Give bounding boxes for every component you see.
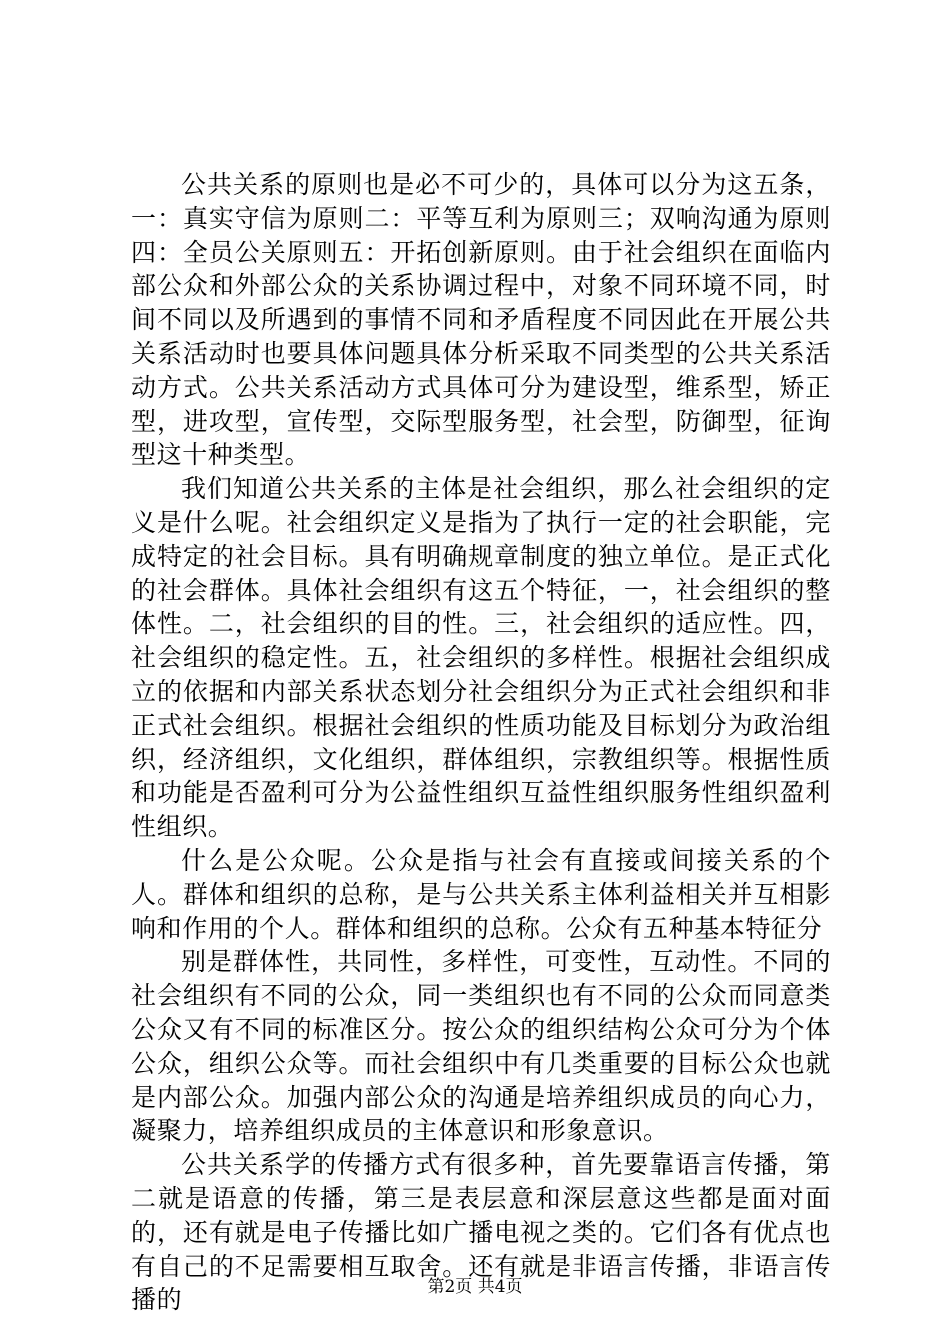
paragraph-2: 我们知道公共关系的主体是社会组织，那么社会组织的定义是什么呢。社会组织定义是指为了执行一定的社会职能，完成特定的社会目标。具有明确规章制度的独立单位。是正式化的社会群体。具体社会组织有这五个特征，一，社会组织的整体性。二，社会组织的目的性。三，社会组织的适应性。四，社会组织的稳定性。五，社会组织的多样性。根据社会组织成立的依据和内部关系状态划分社会组织分为正式社会组织和非正式社会组织。根据社会组织的性质功能及目标划分为政治组织，经济组织，文化组织，群体组织，宗教组织等。根据性质和功能是否盈利可分为公益性组织互益性组织服务性组织盈利性组织。 <box>131 474 831 842</box>
paragraph-1: 公共关系的原则也是必不可少的，具体可以分为这五条，一：真实守信为原则二：平等互利为原则三；双响沟通为原则四：全员公关原则五：开拓创新原则。由于社会组织在面临内部公众和外部公众的关系协调过程中，对象不同环境不同，时间不同以及所遇到的事情不同和矛盾程度不同因此在开展公共关系活动时也要具体问题具体分析采取不同类型的公共关系活动方式。公共关系活动方式具体可分为建设型，维系型，矫正型，进攻型，宣传型，交际型服务型，社会型，防御型，征询型这十种类型。 <box>131 170 831 470</box>
document-body <box>131 168 831 1317</box>
paragraph-5: 公共关系学的传播方式有很多种，首先要靠语言传播，第二就是语意的传播，第三是表层意和深层意这些都是面对面的，还有就是电子传播比如广播电视之类的。它们各有优点也有自己的不足需要相互取舍。还有就是非语言传播，非语言传播的 <box>131 1150 831 1315</box>
paragraph-3: 什么是公众呢。公众是指与社会有直接或间接关系的个人。群体和组织的总称，是与公共关系主体利益相关并互相影响和作用的个人。群体和组织的总称。公众有五种基本特征分 <box>131 845 831 943</box>
page-footer: 第2页 共4页 <box>427 1277 523 1297</box>
paragraph-4: 别是群体性，共同性，多样性，可变性，互动性。不同的社会组织有不同的公众，同一类组织也有不同的公众而同意类公众又有不同的标准区分。按公众的组织结构公众可分为个体公众，组织公众等。而社会组织中有几类重要的目标公众也就是内部公众。加强内部公众的沟通是培养组织成员的向心力，凝聚力，培养组织成员的主体意识和形象意识。 <box>131 947 831 1146</box>
